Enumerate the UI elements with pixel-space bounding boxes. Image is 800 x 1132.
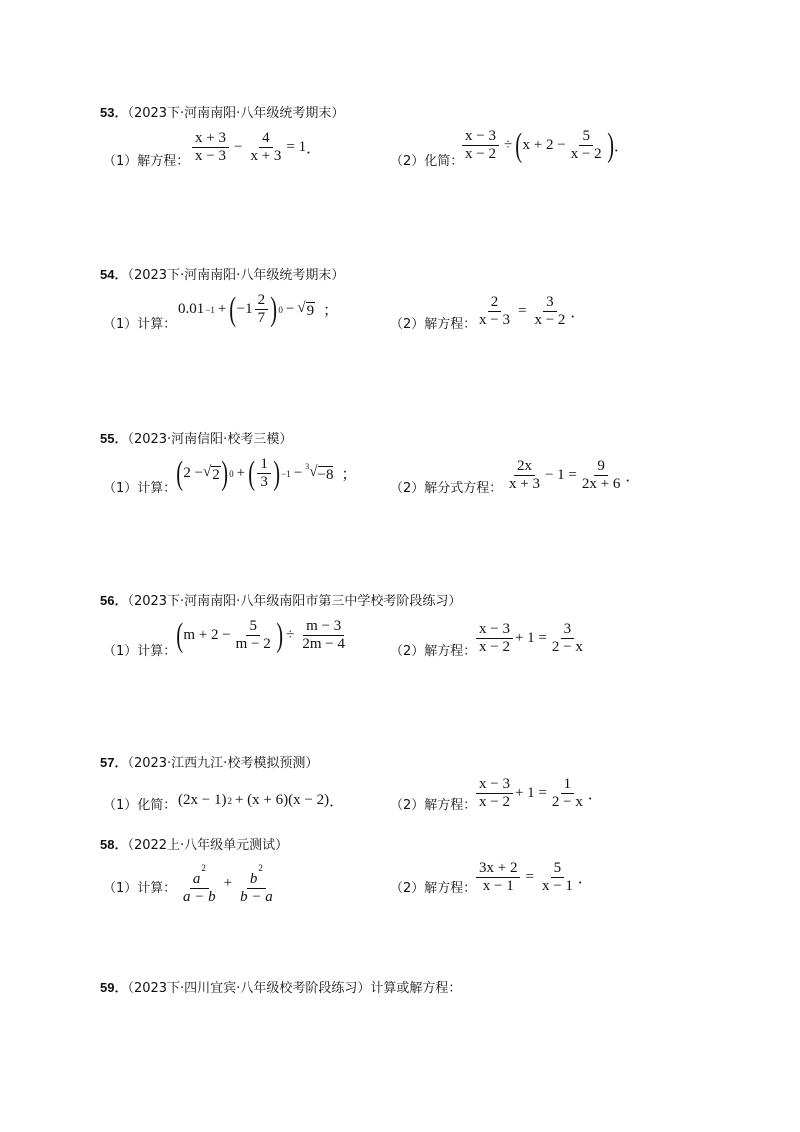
part2-label: （2）解分式方程：	[390, 481, 503, 496]
problem-source: （2023下·四川宜宾·八年级校考阶段练习）计算或解方程：	[127, 981, 462, 996]
fraction: $\frac{x - 3}{x - 2}$	[476, 776, 513, 811]
problem-number: 54．	[100, 267, 128, 282]
fraction: $\frac{4}{x + 3}$	[250, 130, 282, 164]
part1-label: （1）计算：	[103, 317, 177, 332]
fraction: $\frac{5}{x - 2}$	[570, 128, 602, 162]
problem-54-header	[100, 264, 344, 283]
fraction: $\frac{x - 3}{x - 2}$	[462, 128, 499, 163]
problem-source: （2023·河南信阳·校考三模）	[127, 432, 293, 447]
square-root: √ 9	[297, 300, 315, 319]
part2-label: （2）化简：	[390, 154, 464, 169]
fraction: $\frac{5}{x - 1}$	[541, 860, 573, 894]
part2-label: （2）解方程：	[390, 881, 477, 896]
problem-53-header	[100, 102, 344, 121]
problem-number: 53．	[100, 105, 128, 120]
problem-source: （2023下·河南南阳·八年级统考期末）	[127, 268, 345, 283]
expression-57-1: (2x − 1) 2 + (x + 6)(x − 2) ．	[178, 792, 345, 810]
problem-58-header	[100, 834, 288, 853]
problem-55-header	[100, 428, 292, 447]
problem-source: （2023·江西九江·校考模拟预测）	[127, 756, 319, 771]
fraction: $\frac{9}{2x + 6}$	[581, 458, 621, 492]
equation-58-2: $\frac{3x + 2}{x - 1}$ = $\frac{5}{x - 1}$ ．	[474, 860, 593, 895]
fraction: $\frac{3x + 2}{x - 1}$	[476, 860, 520, 895]
expression-58-1: $\frac{a^2}{a - b}$ + $\frac{b^2}{b - a}$	[178, 860, 278, 906]
fraction: $\frac{1}{3}$	[257, 456, 271, 491]
equation-57-2: $\frac{x - 3}{x - 2}$ + 1 = $\frac{1}{2 - x}$ ．	[474, 776, 603, 811]
problem-59-header	[100, 977, 461, 996]
fraction: $\frac{2}{7}$	[255, 292, 269, 327]
problem-source: （2023下·河南南阳·八年级南阳市第三中学校考阶段练习）	[127, 594, 462, 609]
problem-number: 59．	[100, 980, 128, 995]
fraction: $\frac{2x}{x + 3}$	[509, 458, 540, 492]
equation-54-2: $\frac{2}{x - 3}$ = $\frac{3}{x - 2}$ ．	[474, 294, 585, 329]
expression-56-1: ( m + 2 − $\frac{5}{m - 2}$ ) ÷ $\frac{m - 3}{2m - 4}$	[176, 618, 350, 653]
fraction: $\frac{x - 3}{x - 2}$	[476, 621, 513, 656]
fraction: $\frac{2}{x - 3}$	[479, 294, 510, 328]
expression-53-2: $\frac{x - 3}{x - 2}$ ÷ ( x + 2 − $\frac{5}{x - 2}$ ) ．	[460, 128, 629, 163]
part1-label: （1）计算：	[103, 481, 177, 496]
expression-54-1: 0.01 −1 + ( −1 $\frac{2}{7}$ ) 0 − √ 9 ；	[178, 290, 339, 328]
square-root: √ 2	[203, 464, 220, 483]
problem-number: 56．	[100, 593, 128, 608]
problem-source: （2022上·八年级单元测试）	[127, 838, 289, 853]
cube-root: 3 √ −8	[305, 462, 334, 483]
problem-number: 55．	[100, 431, 128, 446]
part1-label: （1）计算：	[103, 644, 177, 659]
problem-number: 58．	[100, 837, 128, 852]
equation-56-2: $\frac{x - 3}{x - 2}$ + 1 = $\frac{3}{2 - x}$	[474, 621, 588, 656]
fraction: $\frac{m - 3}{2m - 4}$	[302, 618, 346, 652]
part2-label: （2）解方程：	[390, 317, 477, 332]
equation-55-2: $\frac{2x}{x + 3}$ − 1 = $\frac{9}{2x + 6}$ ．	[504, 458, 640, 493]
fraction: $\frac{3}{2 - x}$	[551, 621, 583, 655]
part1-label: （1）解方程：	[103, 154, 190, 169]
fraction: $\frac{1}{2 - x}$	[551, 776, 583, 810]
part2-label: （2）解方程：	[390, 798, 477, 813]
part1-label: （1）化简：	[103, 798, 177, 813]
problem-56-header	[100, 590, 461, 609]
equation-53-1: $\frac{x + 3}{x - 3}$ − $\frac{4}{x + 3}$ = 1 ．	[190, 130, 321, 165]
fraction: $\frac{3}{x - 2}$	[534, 294, 566, 328]
problem-57-header	[100, 752, 318, 771]
fraction: $\frac{x + 3}{x - 3}$	[192, 130, 229, 165]
part1-label: （1）计算：	[103, 881, 177, 896]
problem-source: （2023下·河南南阳·八年级统考期末）	[127, 106, 345, 121]
fraction: $\frac{b^2}{b - a}$	[237, 860, 276, 906]
part2-label: （2）解方程：	[390, 644, 477, 659]
fraction: $\frac{5}{m - 2}$	[235, 618, 271, 652]
expression-55-1: ( 2 − √ 2 ) 0 + ( $\frac{1}{3}$ ) −1 − 3 √ −8 ；	[176, 454, 357, 492]
fraction: $\frac{a^2}{a - b}$	[180, 860, 219, 906]
problem-number: 57．	[100, 755, 128, 770]
